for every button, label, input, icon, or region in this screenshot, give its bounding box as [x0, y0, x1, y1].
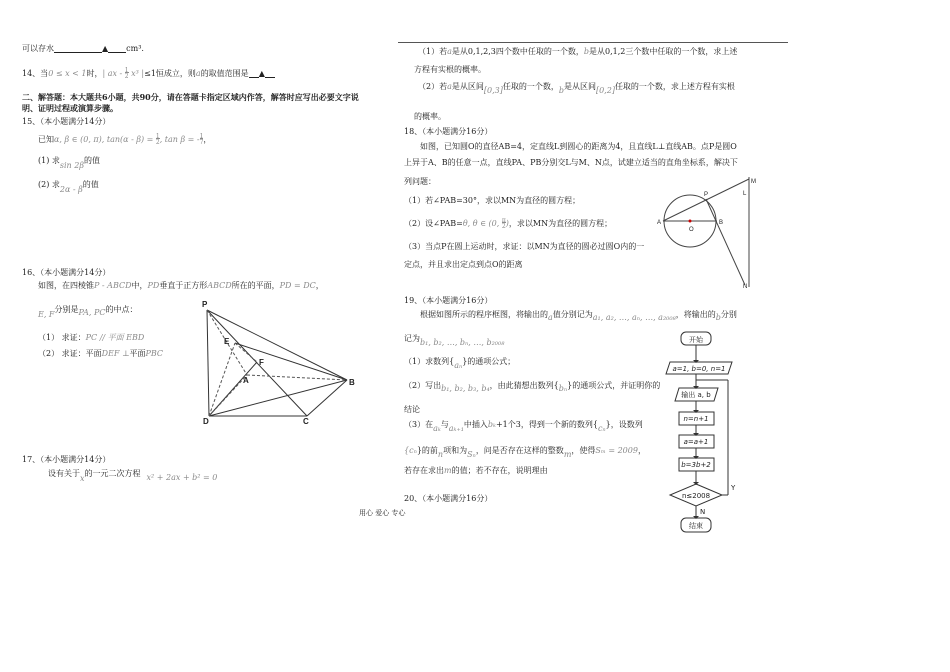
- q16-line2: E, F分别是PA, PC的中点：: [38, 305, 138, 319]
- page-footer: 用心 爱心 专心: [359, 509, 406, 517]
- fc-yes: Y: [731, 484, 736, 492]
- label-A: A: [243, 376, 249, 385]
- q17-head: 17、（本小题满分14分）: [22, 455, 111, 464]
- q14: 14、当0 ≤ x < 1时，| ax - 1 2 x³ |≤1恒成立，则a的取值范围是 ▲: [22, 68, 275, 80]
- q18-line2: 上异于A、B的任意一点，直线PA、PB分别交L与M、N点，试建立适当的直角坐标系，解决下: [404, 158, 738, 167]
- q18-part3-line2: 定点，并且求出定点到点O的距离: [404, 260, 523, 269]
- label-O: O: [689, 227, 694, 233]
- q19-part3-line2: {cₙ}的前n项和为Sₙ，问是否存在这样的整数m，使得Sₘ = 2009，: [404, 446, 646, 459]
- edge-PD: [207, 310, 209, 416]
- fc-start: 开始: [689, 336, 703, 344]
- label-D: D: [203, 417, 209, 426]
- q19-part3-line3: 若存在求出m的值；若不存在，说明理由: [404, 466, 548, 475]
- section2-line1: 二、解答题：本大题共6小题，共90分，请在答题卡指定区域内作答，解答时应写出必要文字说: [22, 92, 359, 102]
- q18-head: 18、（本小题满分16分）: [404, 127, 493, 136]
- edge-PC: [207, 310, 307, 416]
- circle-figure: [655, 175, 765, 290]
- fc-init: a=1, b=0, n=1: [672, 365, 726, 373]
- pyramid-figure: [195, 298, 365, 428]
- q19-line1: 根据如图所示的程序框图，将输出的a值分别记为a₁, a₂, …, aₙ, …, a₂₀₀₈，将输出的b分别: [420, 310, 737, 322]
- label-Ac: A: [657, 220, 662, 226]
- label-N: N: [743, 284, 748, 290]
- fc-condition: n≤2008: [681, 492, 711, 500]
- label-B: B: [349, 378, 355, 387]
- label-C: C: [303, 417, 309, 426]
- q13-tail: 可以存水 ▲ cm³.: [22, 44, 144, 53]
- q16-part1: （1） 求证：PC // 平面 EBD: [38, 333, 145, 342]
- fc-end: 结束: [689, 522, 703, 530]
- q15-head: 15、（本小题满分14分）: [22, 117, 111, 126]
- q18-part1: （1）若∠PAB=30°，求以MN为直径的圆方程；: [404, 196, 581, 205]
- q18-line1: 如图，已知圆O的直径AB=4，定直线L到圆心的距离为4，且直线L⊥直线AB。点P是圆O: [420, 142, 737, 151]
- q15-part2: (2) 求2α - β的值: [38, 180, 99, 194]
- label-P: P: [202, 300, 208, 309]
- fc-output: 输出 a, b: [681, 391, 711, 399]
- fc-step-b: b=3b+2: [681, 461, 711, 469]
- q19-part2-cont: 结论: [404, 405, 420, 414]
- q16-head: 16、（本小题满分14分）: [22, 268, 111, 277]
- q17-part1-line2: 方程有实根的概率。: [414, 65, 486, 74]
- fc-no: N: [700, 508, 706, 516]
- q19-part3-line1: （3）在aₖ与aₖ₊₁中插入bₖ+1个3，得到一个新的数列{cₙ}，设数列: [404, 420, 643, 433]
- q17-part1-line1: （1）若a是从0,1,2,3四个数中任取的一个数，b是从0,1,2三个数中任取的一个数，求上述: [418, 47, 738, 56]
- label-Bc: B: [719, 220, 724, 226]
- q19-part1: （1）求数列{aₙ}的通项公式；: [404, 357, 516, 370]
- q18-line3: 列问题：: [404, 177, 436, 186]
- flowchart: [660, 330, 740, 540]
- label-Pc: P: [704, 192, 709, 198]
- q20-head: 20、（本小题满分16分）: [404, 494, 493, 503]
- fc-step-n: n=n+1: [683, 415, 709, 423]
- q16-part2: （2） 求证：平面DEF ⊥平面PBC: [38, 349, 164, 358]
- q17-line1: 设有关于x的一元二次方程 x² + 2ax + b² = 0: [48, 469, 218, 483]
- q15-given: 已知α, β ∈ (0, π), tan(α - β) = 1 2, tan β = -1 7，: [38, 133, 212, 146]
- q19-head: 19、（本小题满分16分）: [404, 296, 493, 305]
- q16-line1: 如图，在四棱锥P - ABCD中，PD垂直于正方形ABCD所在的平面，PD = DC，: [38, 281, 324, 290]
- fc-step-a: a=a+1: [683, 438, 709, 446]
- edge-DE: [209, 343, 235, 416]
- line-PB-N: [706, 199, 745, 285]
- edge-EB: [235, 343, 347, 380]
- q17-part2-line2: 的概率。: [414, 112, 446, 121]
- q19-part2: （2）写出b₁, b₂, b₃, b₄，由此猜想出数列{bₙ}的通项公式，并证明你的: [404, 381, 661, 393]
- q15-part1: (1) 求sin 2β的值: [38, 156, 100, 170]
- q19-line2: 记为b₁, b₂, …, bₙ, …, b₂₀₀₈: [404, 334, 505, 347]
- q18-part2: （2）设∠PAB=θ, θ ∈ (0, π 2)，求以MN为直径的圆方程；: [404, 217, 613, 230]
- label-F: F: [259, 358, 264, 367]
- section2-line2: 明、证明过程或演算步骤。: [22, 103, 118, 113]
- q17-part2-line1: （2）若a是从区间[0,3]任取的一个数，b是从区间[0,2]任取的一个数，求上述方程有实根: [418, 82, 735, 95]
- q18-part3-line1: （3）当点P在圆上运动时，求证：以MN为直径的圆必过圆O内的一: [404, 242, 645, 251]
- header-rule: [398, 42, 788, 43]
- label-E: E: [224, 337, 230, 346]
- label-M: M: [751, 179, 756, 185]
- center-O-dot: [689, 220, 692, 223]
- label-L: L: [743, 191, 747, 197]
- edge-AB: [247, 375, 347, 380]
